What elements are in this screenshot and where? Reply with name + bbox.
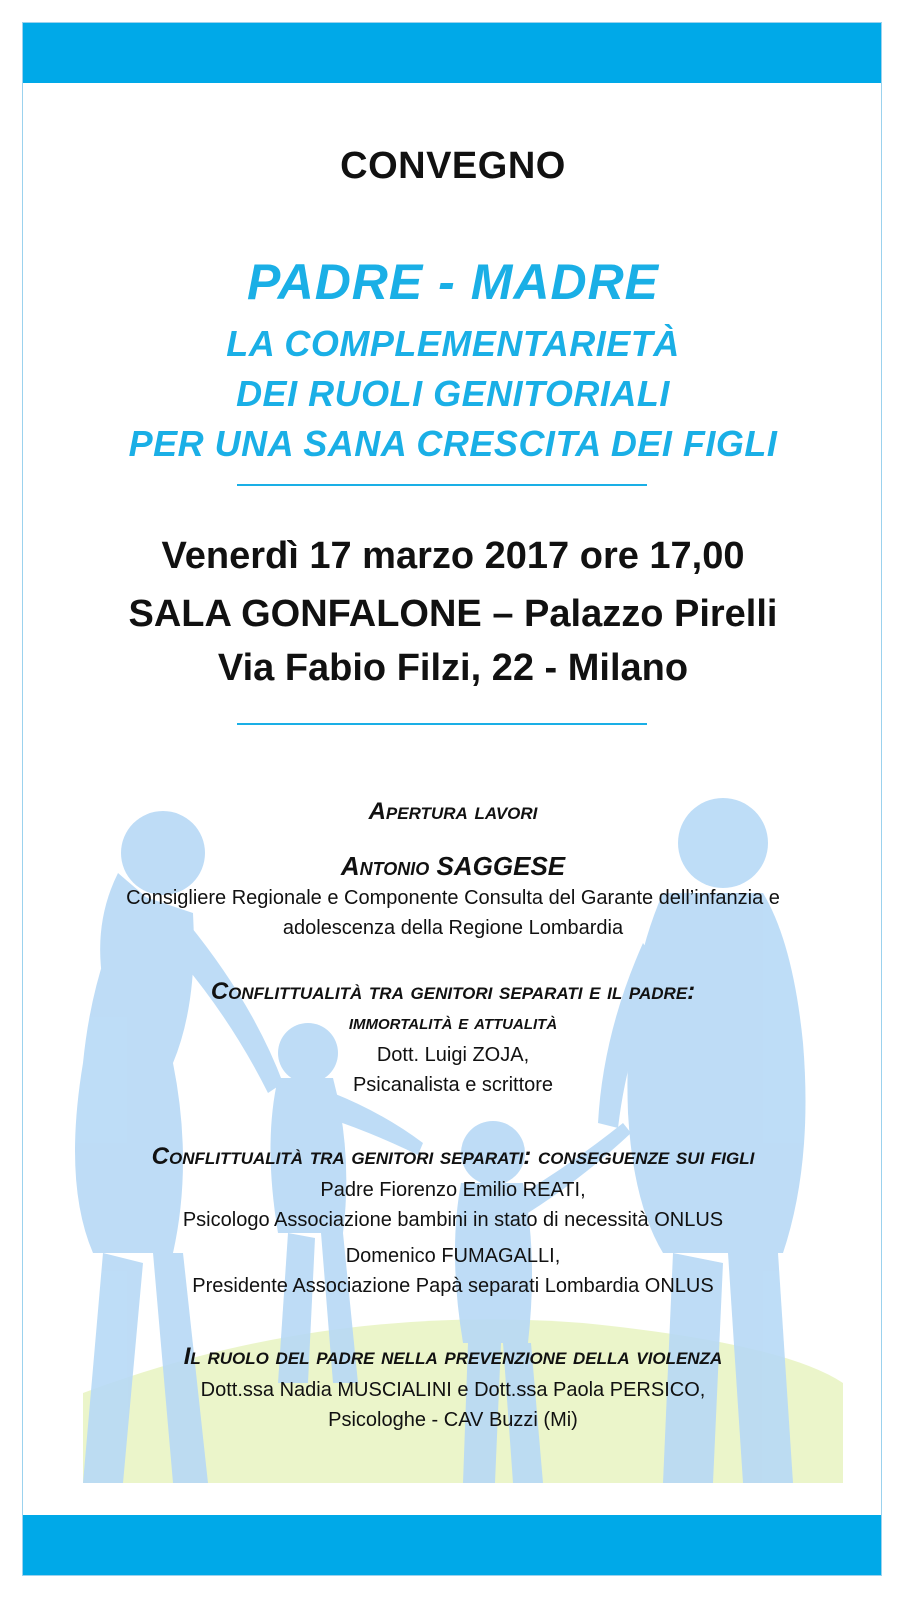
talk1-title-line-2: immortalità e attualità [348,1011,558,1034]
opening-speaker-role [23,883,882,943]
subtitle-line-2: DEI RUOLI GENITORIALI [236,373,670,414]
talk3-role: Psicologhe - CAV Buzzi (Mi) [328,1409,578,1431]
talk2-role2: Presidente Associazione Papà separati Lombardia ONLUS [192,1275,714,1297]
talk1-speaker: Dott. Luigi ZOJA, [376,1044,530,1066]
opening-speaker-first: Antonio [340,851,430,881]
talk1-title-line-1: Conflittualità tra genitori separati e il padre: [210,978,696,1005]
bottom-band [23,1515,881,1575]
talk2-title: Conflittualità tra genitori separati: conseguenze sui figli [151,1143,755,1170]
divider-bottom [237,723,647,725]
subtitle-line-3: PER UNA SANA CRESCITA DEI FIGLI [128,423,778,464]
opening-speaker-name [23,851,882,882]
talk1-role: Psicanalista e scrittore [352,1074,554,1096]
poster [22,22,882,1576]
talk2-speaker2-block [23,1241,882,1301]
event-venue: SALA GONFALONE – Palazzo Pirelli [128,593,778,635]
event-type: CONVEGNO [340,145,566,187]
opening-role-line-1: Consigliere Regionale e Componente Consulta del Garante dell’infanzia e [126,887,780,909]
event-address: Via Fabio Filzi, 22 - Milano [217,647,689,689]
talk2-speaker1-block [23,1175,882,1235]
talk2-role1: Psicologo Associazione bambini in stato di necessità ONLUS [182,1209,724,1231]
main-title: PADRE - MADRE [246,254,660,310]
talk3-speaker-block [23,1375,882,1435]
talk1-speaker-block [23,1040,882,1100]
talk2-speaker2: Domenico FUMAGALLI, [345,1245,561,1267]
opening-speaker-last: SAGGESE [436,851,566,881]
opening-role-line-2: adolescenza della Regione Lombardia [282,917,624,939]
talk3-title: Il ruolo del padre nella prevenzione della violenza [183,1343,723,1370]
divider-top [237,484,647,486]
talk2-speaker1: Padre Fiorenzo Emilio REATI, [320,1179,586,1201]
opening-heading: Apertura lavori [368,798,538,825]
subtitle-line-1: LA COMPLEMENTARIETÀ [226,323,680,364]
top-band [23,23,881,83]
talk3-speakers: Dott.ssa Nadia MUSCIALINI e Dott.ssa Paola PERSICO, [200,1379,706,1401]
event-date: Venerdì 17 marzo 2017 ore 17,00 [161,535,745,577]
